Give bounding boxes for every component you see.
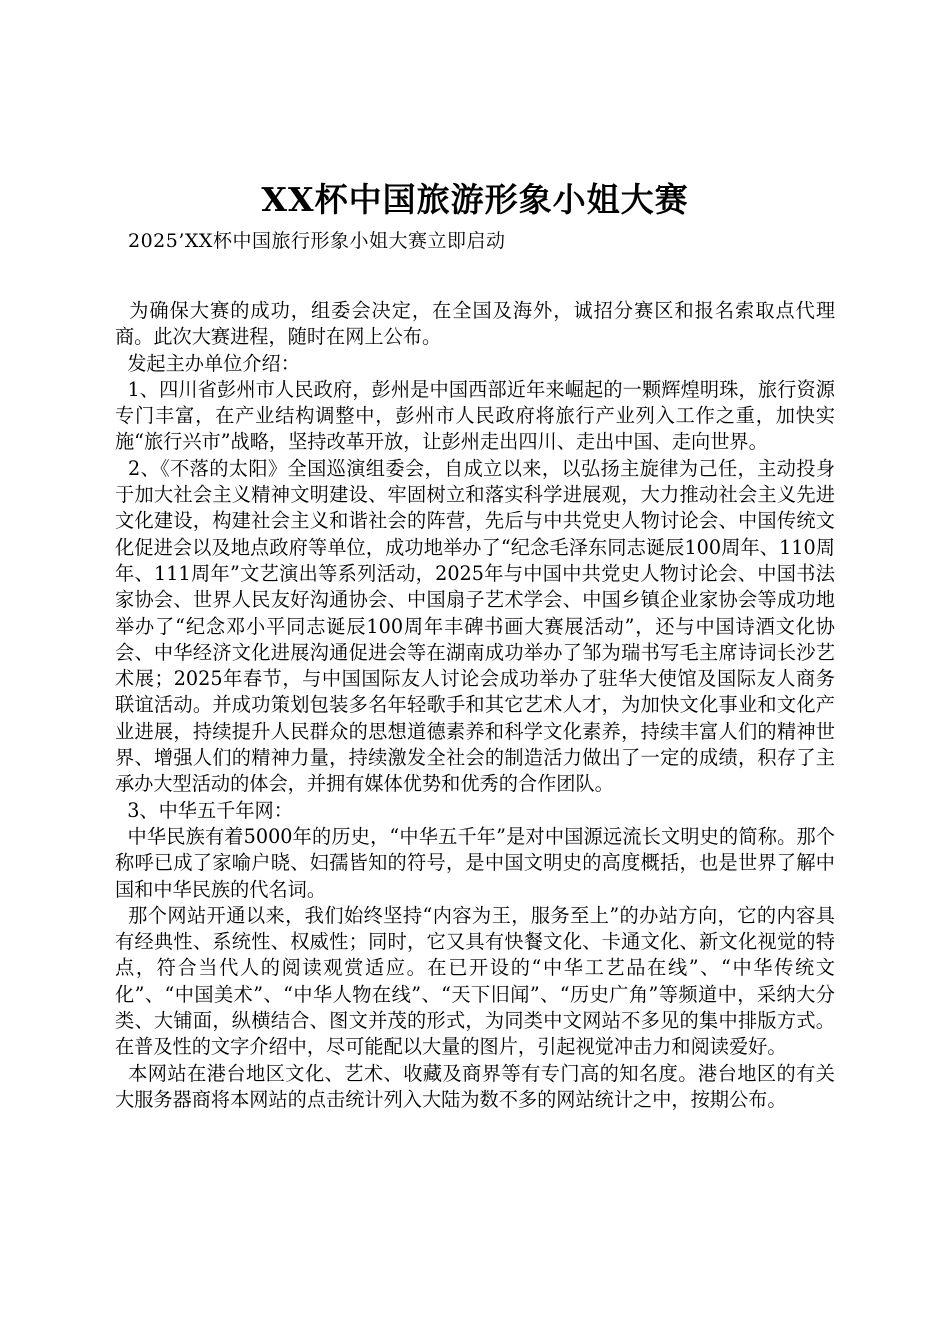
paragraph: 为确保大赛的成功，组委会决定，在全国及海外，诚招分赛区和报名索取点代理商。此次大赛进程，随时在网上公布。: [115, 299, 836, 349]
paragraph: 中华民族有着5000年的历史，“中华五千年”是对中国源远流长文明史的简称。那个称呼已成了家喻户晓、妇孺皆知的符号，是中国文明史的高度概括，也是世界了解中国和中华民族的代名词。: [115, 824, 835, 901]
paragraph: 那个网站开通以来，我们始终坚持“内容为王，服务至上”的办站方向，它的内容具有经典性、系统性、权威性；同时，它又具有快餐文化、卡通文化、新文化视觉的特点，符合当代人的阅读观赏适应。在已开设的“中华工艺品在线”、“中华传统文化”、“中国美术”、“中华人物在线”、“天下旧闻”、“历史广角”等频道中，采纳大分类、大铺面，纵横结合、图文并茂的形式，为同类中文网站不多见的集中排版方式。在普及性的文字介绍中，尽可能配以大量的图片，引起视觉冲击力和阅读爱好。: [115, 903, 835, 1059]
document-body: [115, 298, 835, 1113]
paragraph: 本网站在港台地区文化、艺术、收藏及商界等有专门高的知名度。港台地区的有关大服务器商将本网站的点击统计列入大陆为数不多的网站统计之中，按期公布。: [115, 1061, 835, 1111]
paragraph: 2、《不落的太阳》全国巡演组委会，自成立以来，以弘扬主旋律为己任，主动投身于加大社会主义精神文明建设、牢固树立和落实科学进展观，大力推动社会主义先进文化建设，构建社会主义和谐社会的阵营，先后与中共党史人物讨论会、中国传统文化促进会以及地点政府等单位，成功地举办了“纪念毛泽东同志诞辰100周年、110周年、111周年”文艺演出等系列活动，2025年与中国中共党史人物讨论会、中国书法家协会、世界人民友好沟通协会、中国扇子艺术学会、中国乡镇企业家协会等成功地举办了“纪念邓小平同志诞辰100周年丰碑书画大赛展活动”，还与中国诗酒文化协会、中华经济文化进展沟通促进会等在湖南成功举办了邹为瑞书写毛主席诗词长沙艺术展；2025年春节，与中国国际友人讨论会成功举办了驻华大使馆及国际友人商务联谊活动。并成功策划包装多名年轻歌手和其它艺术人才，为加快文化事业和文化产业进展，持续提升人民群众的思想道德素养和科学文化素养，持续丰富人们的精神世界、增强人们的精神力量，持续激发全社会的制造活力做出了一定的成绩，积存了主承办大型活动的体会，并拥有媒体优势和优秀的合作团队。: [115, 456, 836, 796]
paragraph: 1、四川省彭州市人民政府，彭州是中国西部近年来崛起的一颗辉煌明珠，旅行资源专门丰富，在产业结构调整中，彭州市人民政府将旅行产业列入工作之重，加快实施“旅行兴市”战略，坚持改革开放，让彭州走出四川、走出中国、走向世界。: [115, 377, 835, 454]
paragraph: 3、中华五千年网：: [115, 798, 293, 822]
document-subtitle: 2025’XX杯中国旅行形象小姐大赛立即启动: [128, 230, 506, 252]
document-title: XX杯中国旅游形象小姐大赛: [261, 180, 689, 219]
paragraph: 发起主办单位介绍：: [115, 351, 300, 375]
